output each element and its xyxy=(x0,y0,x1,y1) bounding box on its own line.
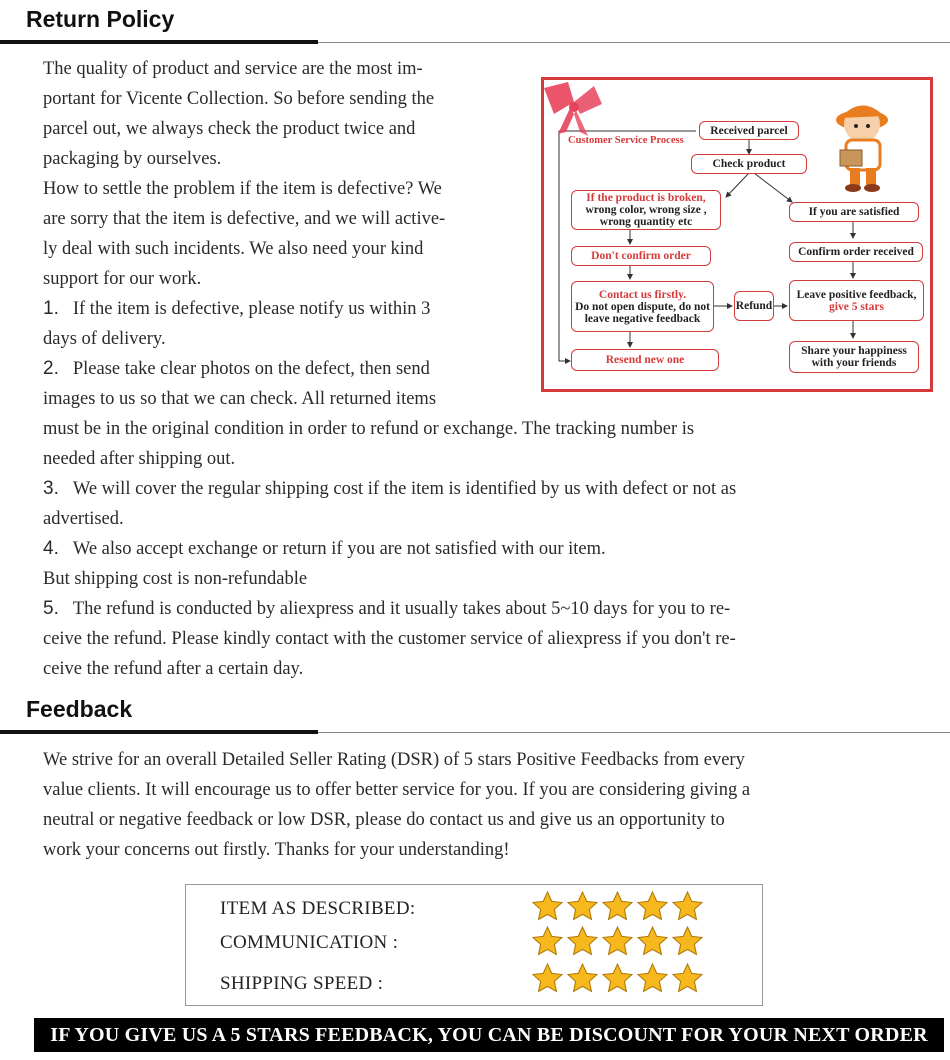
received-parcel-box: Received parcel xyxy=(699,121,799,140)
star-icon xyxy=(671,890,704,923)
feedback-line: neutral or negative feedback or low DSR, please do contact us and give us an opportunity to xyxy=(43,810,725,830)
return-policy-header xyxy=(0,0,950,44)
dsr-rating-box xyxy=(185,884,763,1006)
resend-box: Resend new one xyxy=(571,349,719,371)
intro-line: parcel out, we always check the product twice and xyxy=(43,119,416,139)
intro-line: portant for Vicente Collection. So before sending the xyxy=(43,89,435,109)
satisfied-box: If you are satisfied xyxy=(789,202,919,222)
star-icon xyxy=(531,890,564,923)
policy-item-1: 1. If the item is defective, please notify us within 3 xyxy=(43,298,431,319)
header-underline xyxy=(0,40,318,44)
policy-item-line: days of delivery. xyxy=(43,329,166,349)
intro-line: The quality of product and service are the most im- xyxy=(43,59,423,79)
star-icon xyxy=(636,962,669,995)
feedback-line: work your concerns out firstly. Thanks for your understanding! xyxy=(43,840,510,860)
star-icon xyxy=(566,890,599,923)
star-icon xyxy=(671,925,704,958)
rating-label-communication: COMMUNICATION : xyxy=(220,932,399,953)
star-icon xyxy=(566,962,599,995)
star-icon xyxy=(601,890,634,923)
rating-stars xyxy=(531,962,704,995)
policy-item-line: But shipping cost is non-refundable xyxy=(43,569,308,589)
policy-item-line: images to us so that we can check. All returned items xyxy=(43,389,437,409)
leave-feedback-box: Leave positive feedback, give 5 stars xyxy=(789,280,924,321)
dont-confirm-box: Don't confirm order xyxy=(571,246,711,266)
star-icon xyxy=(636,925,669,958)
feedback-header xyxy=(0,690,950,734)
intro-line: How to settle the problem if the item is defective? We xyxy=(43,179,442,199)
policy-item-3: 3. We will cover the regular shipping cost if the item is identified by us with defect or not as xyxy=(43,478,737,499)
ribbon-bow-icon xyxy=(544,82,602,136)
refund-box: Refund xyxy=(734,291,774,321)
star-icon xyxy=(531,962,564,995)
star-icon xyxy=(636,890,669,923)
rating-label-shipping-speed: SHIPPING SPEED : xyxy=(220,973,384,994)
header-underline xyxy=(0,730,318,734)
rating-label-item-described: ITEM AS DESCRIBED: xyxy=(220,898,416,919)
intro-line: ly deal with such incidents. We also need your kind xyxy=(43,239,424,259)
star-icon xyxy=(671,962,704,995)
header-rule xyxy=(318,732,950,733)
rating-stars xyxy=(531,925,704,958)
intro-line: packaging by ourselves. xyxy=(43,149,222,169)
confirm-received-box: Confirm order received xyxy=(789,242,923,262)
intro-line: support for our work. xyxy=(43,269,202,289)
policy-item-line: needed after shipping out. xyxy=(43,449,236,469)
process-label: Customer Service Process xyxy=(568,135,684,146)
star-icon xyxy=(566,925,599,958)
return-policy-title: Return Policy xyxy=(26,6,175,32)
policy-item-line: advertised. xyxy=(43,509,124,529)
feedback-line: value clients. It will encourage us to offer better service for you. If you are considering giving a xyxy=(43,780,751,800)
share-box: Share your happiness with your friends xyxy=(789,341,919,373)
contact-us-box: Contact us firstly. Do not open dispute, do not leave negative feedback xyxy=(571,281,714,332)
policy-item-5: 5. The refund is conducted by aliexpress and it usually takes about 5~10 days for you to re- xyxy=(43,598,731,619)
feedback-line: We strive for an overall Detailed Seller Rating (DSR) of 5 stars Positive Feedbacks from every xyxy=(43,750,745,770)
customer-service-flowchart xyxy=(541,77,933,392)
rating-stars xyxy=(531,890,704,923)
star-icon xyxy=(531,925,564,958)
feedback-paragraph xyxy=(43,745,750,865)
policy-item-line: ceive the refund after a certain day. xyxy=(43,659,304,679)
star-icon xyxy=(601,925,634,958)
feedback-title: Feedback xyxy=(26,696,133,722)
star-icon xyxy=(601,962,634,995)
policy-item-4: 4. We also accept exchange or return if you are not satisfied with our item. xyxy=(43,538,606,559)
header-rule xyxy=(318,42,950,43)
intro-line: are sorry that the item is defective, and we will active- xyxy=(43,209,446,229)
policy-item-line: must be in the original condition in order to refund or exchange. The tracking number is xyxy=(43,419,695,439)
delivery-man-icon xyxy=(836,105,888,192)
broken-product-box: If the product is broken, wrong color, wrong size , wrong quantity etc xyxy=(571,190,721,230)
discount-banner: IF YOU GIVE US A 5 STARS FEEDBACK, YOU CAN BE DISCOUNT FOR YOUR NEXT ORDER xyxy=(34,1018,944,1052)
policy-item-2: 2. Please take clear photos on the defect, then send xyxy=(43,358,430,379)
check-product-box: Check product xyxy=(691,154,807,174)
policy-item-line: ceive the refund. Please kindly contact with the customer service of aliexpress if you don't re- xyxy=(43,629,736,649)
